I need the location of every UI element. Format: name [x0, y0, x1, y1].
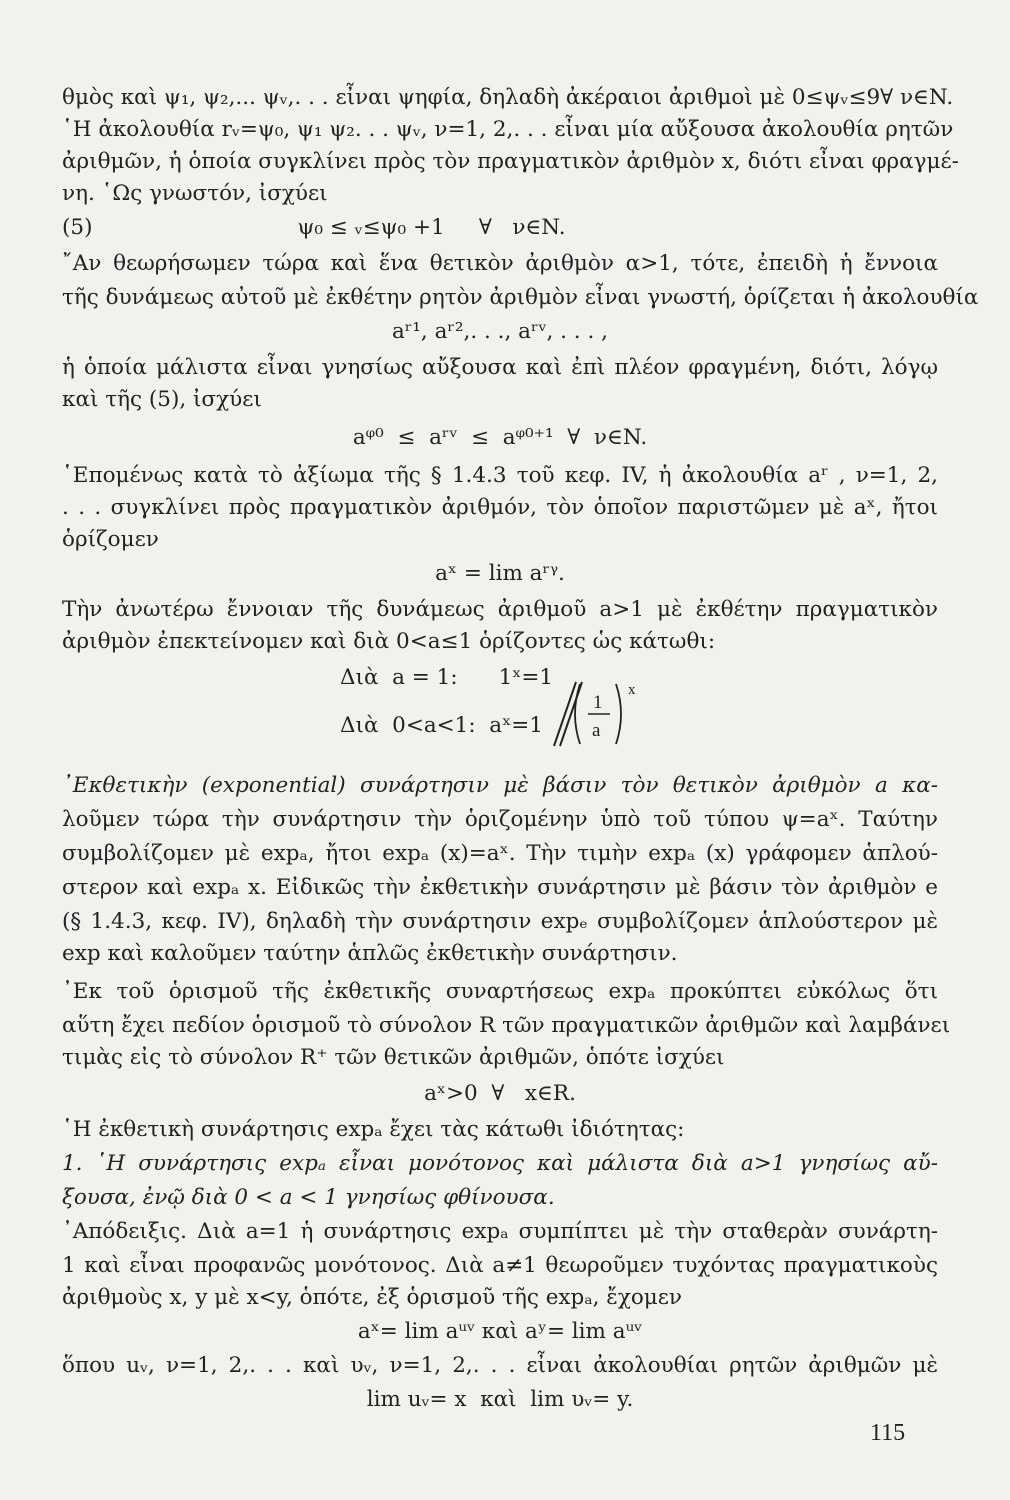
limit-conditions: lim uᵥ= x καὶ lim υᵥ= y. — [366, 1387, 634, 1412]
svg-text:a: a — [592, 720, 601, 741]
inequality-formula: aᵠ⁰ ≤ aʳᵛ ≤ aᵠ⁰⁺¹ ∀ ν∈N. — [352, 425, 648, 450]
text-line: ἡ ὁποία μάλιστα εἶναι γνησίως αὔξουσα καὶ ἐπὶ πλέον φραγμένη, διότι, λόγῳ — [62, 355, 938, 380]
equation-5: (5) ψ₀ ≤ ᵥ≤ψ₀ +1 ∀ ν∈N. — [62, 215, 566, 240]
page-number: 115 — [870, 1420, 906, 1446]
limit-formulas: aˣ= lim aᵘᵛ καὶ aʸ= lim aᵘᵛ — [357, 1319, 643, 1344]
reciprocal-fraction — [546, 678, 646, 750]
case-a-equals-1: Διὰ a = 1: 1ˣ=1 — [340, 665, 554, 690]
text-line: 1 καὶ εἶναι προφανῶς μονότονος. Διὰ a≠1 θεωροῦμεν τυχόντας πραγματικοὺς — [62, 1253, 938, 1278]
text-line: καὶ τῆς (5), ἰσχύει — [62, 387, 262, 412]
text-line: (§ 1.4.3, κεφ. IV), δηλαδὴ τὴν συνάρτησιν expₑ συμβολίζομεν ἁπλούστερον μὲ — [62, 909, 938, 934]
limit-definition: aˣ = lim aʳᵞ. — [435, 561, 565, 586]
text-line: ὁρίζομεν — [62, 527, 159, 552]
proof-line: ᾿Απόδειξις. Διὰ a=1 ἡ συνάρτησις expₐ συμπίπτει μὲ τὴν σταθερὰν συνάρτη- — [62, 1219, 938, 1244]
text-line: exp καὶ καλοῦμεν ταύτην ἁπλῶς ἐκθετικὴν συνάρτησιν. — [62, 941, 678, 966]
text-line: ῾Η ἀκολουθία rᵥ=ψ₀, ψ₁ ψ₂. . . ψᵥ, ν=1, 2,. . . εἶναι μία αὔξουσα ἀκολουθία ρητῶν — [62, 117, 954, 142]
text-line: ῎Αν θεωρήσωμεν τώρα καὶ ἕνα θετικὸν ἀριθμὸν α>1, τότε, ἐπειδὴ ἡ ἔννοια — [62, 251, 938, 276]
svg-text:1: 1 — [593, 692, 603, 713]
text-line: ῾Η ἐκθετικὴ συνάρτησις expₐ ἔχει τὰς κάτωθι ἰδιότητας: — [62, 1117, 685, 1142]
svg-text:x: x — [628, 682, 636, 698]
text-line: ὅπου uᵥ, ν=1, 2,. . . καὶ υᵥ, ν=1, 2,. . . εἶναι ἀκολουθίαι ρητῶν ἀριθμῶν μὲ — [62, 1353, 938, 1378]
text-line: θμὸς καὶ ψ₁, ψ₂,... ψᵥ,. . . εἶναι ψηφία, δηλαδὴ ἀκέραιοι ἀριθμοὶ μὲ 0≤ψᵥ≤9∀ ν∈N. — [62, 85, 954, 110]
text-line: ξουσα, ἐνῷ διὰ 0 < a < 1 γνησίως φθίνουσα. — [62, 1185, 555, 1210]
text-line: τῆς δυνάμεως αὐτοῦ μὲ ἐκθέτην ρητὸν ἀριθμὸν εἶναι γνωστή, ὁρίζεται ἡ ἀκολουθία — [62, 285, 979, 310]
text-line: ἀριθμὸν ἐπεκτείνομεν καὶ διὰ 0<a≤1 ὁρίζοντες ὡς κάτωθι: — [62, 629, 716, 654]
text-line: λοῦμεν τώρα τὴν συνάρτησιν τὴν ὁριζομένην ὑπὸ τοῦ τύπου ψ=aˣ. Ταύτην — [62, 807, 938, 832]
text-line: ᾿Εκθετικὴν (exponential) συνάρτησιν μὲ βάσιν τὸν θετικὸν ἀριθμὸν a κα- — [62, 773, 938, 798]
text-line: στερον καὶ expₐ x. Εἰδικῶς τὴν ἐκθετικὴν συνάρτησιν μὲ βάσιν τὸν ἀριθμὸν e — [62, 875, 938, 900]
text-line: ᾿Εκ τοῦ ὁρισμοῦ τῆς ἐκθετικῆς συναρτήσεως expₐ προκύπτει εὐκόλως ὅτι — [62, 979, 938, 1004]
positivity-formula: aˣ>0 ∀ x∈R. — [424, 1081, 576, 1106]
text-line: νη. ῾Ως γνωστόν, ἰσχύει — [62, 181, 328, 206]
text-line: αὕτη ἔχει πεδίον ὁρισμοῦ τὸ σύνολον R τῶν πραγματικῶν ἀριθμῶν καὶ λαμβάνει — [62, 1013, 951, 1038]
text-line: . . . συγκλίνει πρὸς πραγματικὸν ἀριθμόν, τὸν ὁποῖον παριστῶμεν μὲ aˣ, ἤτοι — [62, 495, 938, 520]
property-1: 1. ῾Η συνάρτησις expₐ εἶναι μονότονος καὶ μάλιστα διὰ a>1 γνησίως αὔ- — [62, 1151, 938, 1176]
text-line: τιμὰς εἰς τὸ σύνολον R⁺ τῶν θετικῶν ἀριθμῶν, ὁπότε ἰσχύει — [62, 1045, 725, 1070]
text-line: ῾Επομένως κατὰ τὸ ἀξίωμα τῆς § 1.4.3 τοῦ κεφ. IV, ἡ ἀκολουθία aʳ , ν=1, 2, — [62, 463, 938, 488]
sequence-formula: aʳ¹, aʳ²,. . ., aʳᵛ, . . . , — [392, 319, 608, 344]
case-a-less-1: Διὰ 0<a<1: aˣ=1 — [340, 713, 543, 738]
text-line: ἀριθμῶν, ἡ ὁποία συγκλίνει πρὸς τὸν πραγματικὸν ἀριθμὸν x, διότι εἶναι φραγμέ- — [62, 149, 959, 174]
text-line: ἀριθμοὺς x, y μὲ x<y, ὁπότε, ἐξ ὁρισμοῦ τῆς expₐ, ἔχομεν — [62, 1285, 682, 1310]
text-line: Τὴν ἀνωτέρω ἔννοιαν τῆς δυνάμεως ἀριθμοῦ a>1 μὲ ἐκθέτην πραγματικὸν — [62, 597, 938, 622]
text-line: συμβολίζομεν μὲ expₐ, ἤτοι expₐ (x)=aˣ. Τὴν τιμὴν expₐ (x) γράφομεν ἁπλού- — [62, 841, 938, 866]
